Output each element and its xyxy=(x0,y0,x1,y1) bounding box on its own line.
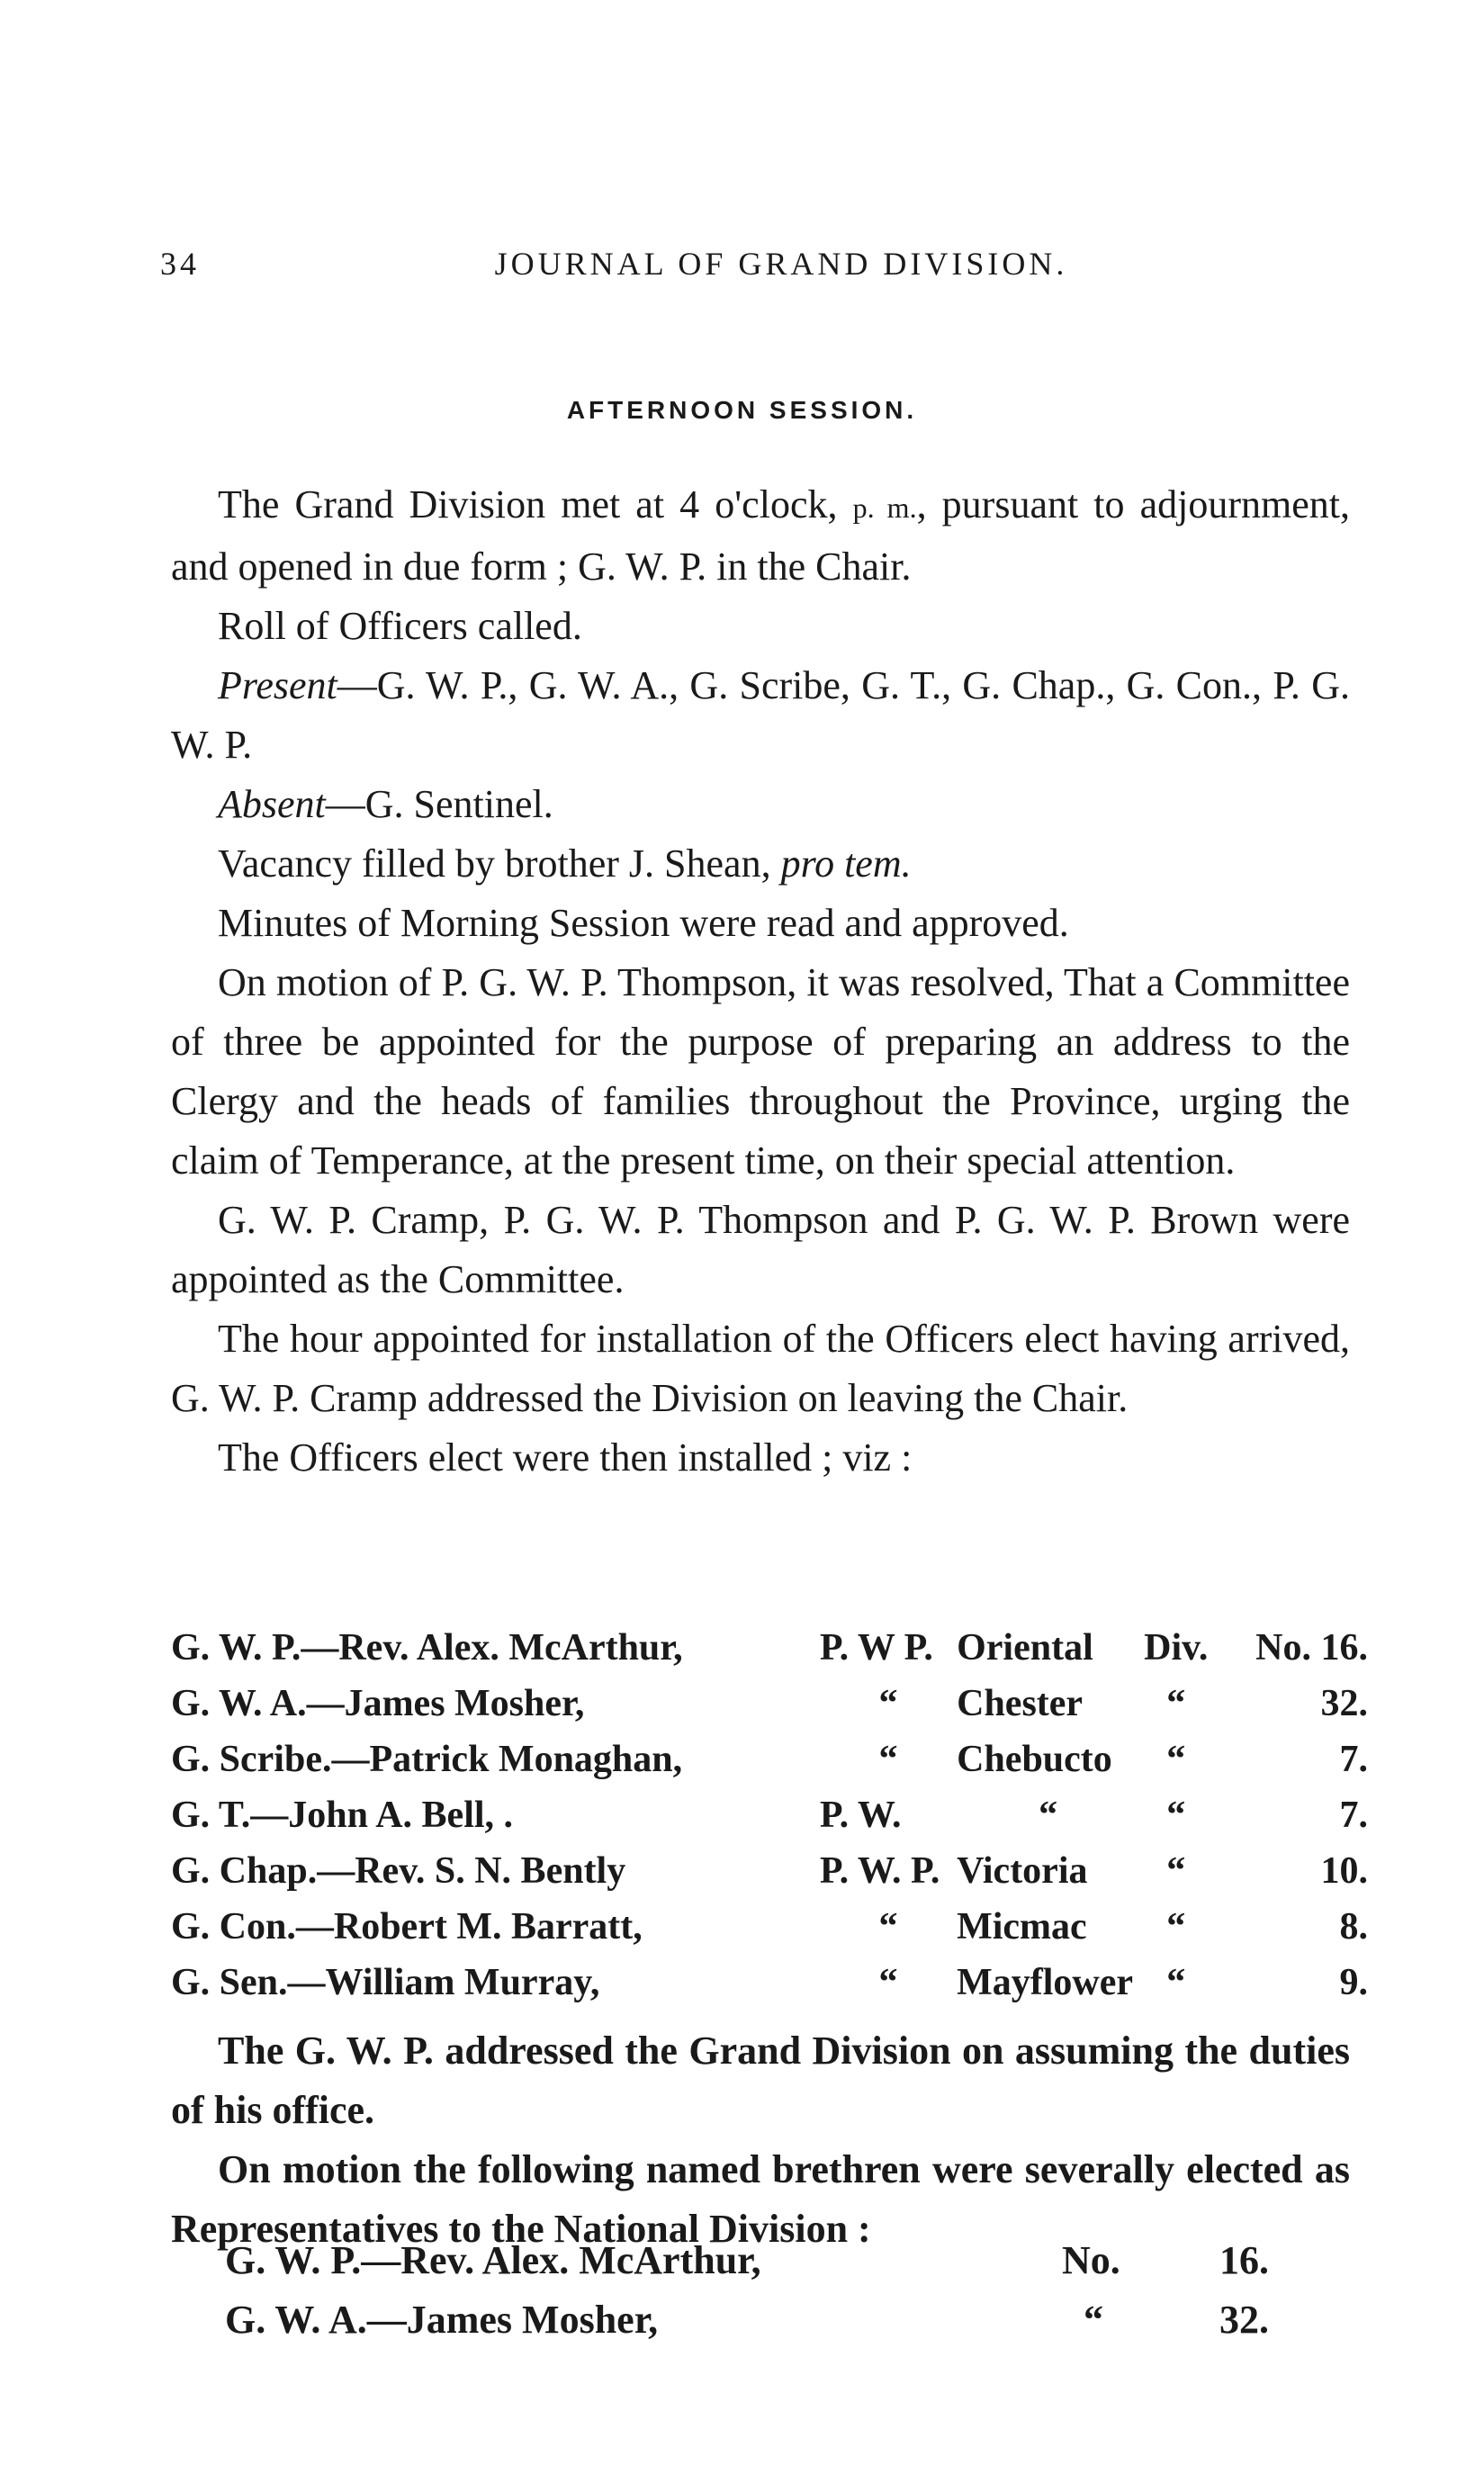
table-row: G. W. A.—James Mosher, “ Chester “ 32. xyxy=(171,1683,1368,1724)
paragraph-committee-resolution: On motion of P. G. W. P. Thompson, it was resolved, That a Committee of three be appointed for the purpose of preparing an address to the Clergy and the heads of families throughout the Province, urging the claim of Temperance, at the present time, on their special attention. xyxy=(171,960,1350,1183)
table-row: G. W. P.—Rev. Alex. McArthur, No. 16. xyxy=(225,2237,1269,2282)
paragraph-gwp-address: The G. W. P. addressed the Grand Division on assuming the duties of his office. xyxy=(171,2029,1350,2132)
paragraph-representatives: On motion the following named brethren were severally elected as Representatives to the National Division : xyxy=(171,2147,1350,2251)
officers-table xyxy=(171,1620,1368,2011)
table-row: G. Sen.—William Murray, “ Mayflower “ 9. xyxy=(171,1962,1368,2003)
paragraph-installed: The Officers elect were then installed ; viz : xyxy=(218,1435,913,1480)
closing-body xyxy=(171,2021,1350,2259)
table-row: G. W. A.—James Mosher, “ 32. xyxy=(225,2297,1269,2342)
paragraph-roll-call: Roll of Officers called. xyxy=(218,604,582,648)
running-title: JOURNAL OF GRAND DIVISION. xyxy=(494,246,1068,282)
paragraph-absent: Absent—G. Sentinel. xyxy=(218,782,553,826)
page-number: 34 xyxy=(160,246,200,282)
table-row: G. Chap.—Rev. S. N. Bently P. W. P. Victoria “ 10. xyxy=(171,1850,1368,1892)
paragraph-vacancy: Vacancy filled by brother J. Shean, pro tem. xyxy=(218,841,912,886)
page-header xyxy=(160,245,1348,299)
paragraph-committee-members: G. W. P. Cramp, P. G. W. P. Thompson and P. G. W. P. Brown were appointed as the Committee. xyxy=(171,1198,1350,1301)
paragraph-minutes-approved: Minutes of Morning Session were read and approved. xyxy=(218,901,1069,945)
table-row: G. Con.—Robert M. Barratt, “ Micmac “ 8. xyxy=(171,1906,1368,1948)
section-title: AFTERNOON SESSION. xyxy=(566,396,918,424)
table-row: G. W. P.—Rev. Alex. McArthur, P. W P. Oriental Div. No. 16. xyxy=(171,1627,1368,1669)
table-row: G. T.—John A. Bell, . P. W. “ “ 7. xyxy=(171,1795,1368,1836)
paragraph-meeting-opened: The Grand Division met at 4 o'clock, p. m., pursuant to adjournment, and opened in due form ; G. W. P. in the Chair. xyxy=(171,482,1351,589)
paragraph-installation: The hour appointed for installation of the Officers elect having arrived, G. W. P. Cramp addressed the Division on leaving the Chair. xyxy=(171,1317,1350,1420)
minutes-body xyxy=(171,475,1350,1488)
representatives-table xyxy=(225,2230,1269,2349)
table-row: G. Scribe.—Patrick Monaghan, “ Chebucto “ 7. xyxy=(171,1739,1368,1780)
paragraph-present: Present—G. W. P., G. W. A., G. Scribe, G. T., G. Chap., G. Con., P. G. W. P. xyxy=(171,663,1350,767)
